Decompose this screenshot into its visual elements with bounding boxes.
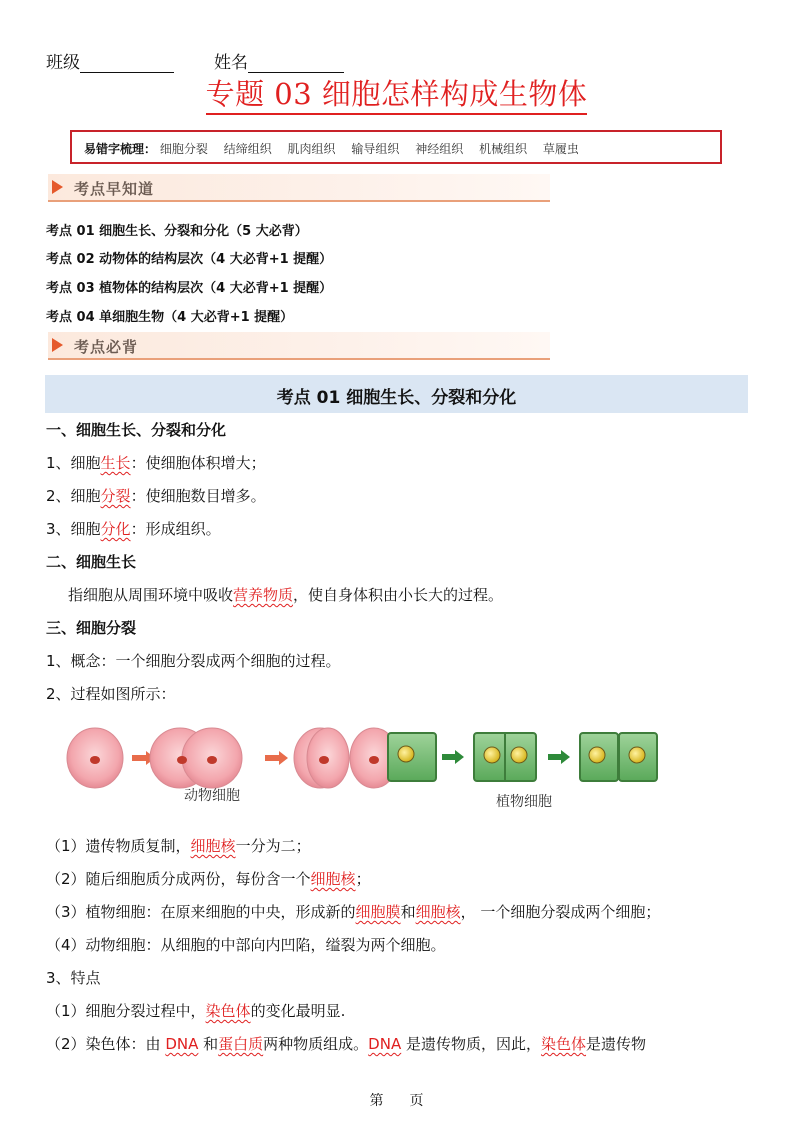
class-blank[interactable] xyxy=(80,56,174,73)
key-term: 细胞核 xyxy=(190,837,236,855)
class-field xyxy=(46,48,174,73)
feature-1: （1）细胞分裂过程中，染色体的变化最明显. xyxy=(46,1002,346,1020)
key-term: 细胞膜 xyxy=(355,903,401,921)
plant-cell-caption: 植物细胞 xyxy=(496,794,552,810)
footer-left: 第 xyxy=(369,1093,384,1109)
animal-cell-stage-1 xyxy=(67,728,123,788)
error-word: 机械组织 xyxy=(479,142,528,156)
key-term: 分化 xyxy=(100,520,131,538)
banner-overview-title: 考点早知道 xyxy=(74,180,155,198)
key-term: 染色体 xyxy=(541,1035,587,1053)
error-word: 结缔组织 xyxy=(223,142,272,156)
toc-item-03[interactable]: 考点 03 植物体的结构层次（4 大必背+1 提醒） xyxy=(46,281,333,296)
heading-2: 二、细胞生长 xyxy=(46,553,137,571)
banner-overview xyxy=(48,174,550,202)
arrow-right-icon xyxy=(442,750,464,764)
plant-cell-stage-1 xyxy=(388,733,436,781)
banner-must-know xyxy=(48,332,550,360)
animal-cell-caption: 动物细胞 xyxy=(184,788,240,804)
step-2: （2）随后细胞质分成两份，每份含一个细胞核； xyxy=(46,870,371,888)
feature-2: （2）染色体：由 DNA 和蛋白质两种物质组成。DNA 是遗传物质，因此，染色体是遗传物 xyxy=(46,1035,647,1053)
error-word: 肌肉组织 xyxy=(287,142,336,156)
key-term: 生长 xyxy=(100,454,131,472)
arrow-right-icon xyxy=(52,180,63,194)
point-differentiation: 3、细胞分化：形成组织。 xyxy=(46,520,221,538)
point-division: 2、细胞分裂：使细胞数目增多。 xyxy=(46,487,266,505)
heading-3: 三、细胞分裂 xyxy=(46,619,137,637)
class-label: 班级 xyxy=(46,53,80,73)
key-term: DNA xyxy=(368,1035,402,1053)
key-term: 蛋白质 xyxy=(218,1035,264,1053)
point-growth: 1、细胞生长：使细胞体积增大； xyxy=(46,454,266,472)
key-term: 细胞核 xyxy=(310,870,356,888)
page-title: 专题 03 细胞怎样构成生物体 xyxy=(0,72,793,113)
error-word: 草履虫 xyxy=(542,142,579,156)
footer-right: 页 xyxy=(409,1093,424,1109)
plant-cell-stage-2 xyxy=(474,733,536,781)
error-word: 输导组织 xyxy=(351,142,400,156)
arrow-right-icon xyxy=(52,338,63,352)
step-4: （4）动物细胞：从细胞的中部向内凹陷，缢裂为两个细胞。 xyxy=(46,936,446,954)
step-1: （1）遗传物质复制，细胞核一分为二； xyxy=(46,837,311,855)
key-term: 营养物质 xyxy=(233,586,294,604)
division-process-intro: 2、过程如图所示： xyxy=(46,685,176,703)
error-words-label: 易错字梳理： xyxy=(84,142,157,156)
arrow-right-icon xyxy=(548,750,570,764)
name-label: 姓名 xyxy=(214,53,248,73)
key-term: 染色体 xyxy=(205,1002,251,1020)
error-words-box xyxy=(70,130,722,164)
toc-item-04[interactable]: 考点 04 单细胞生物（4 大必背+1 提醒） xyxy=(46,310,294,325)
toc-item-01[interactable]: 考点 01 细胞生长、分裂和分化（5 大必背） xyxy=(46,224,308,239)
toc-item-02[interactable]: 考点 02 动物体的结构层次（4 大必背+1 提醒） xyxy=(46,252,333,267)
growth-definition: 指细胞从周围环境中吸收营养物质，使自身体积由小长大的过程。 xyxy=(68,586,504,604)
animal-cell-stage-3 xyxy=(294,728,398,788)
banner-must-know-title: 考点必背 xyxy=(74,338,139,356)
section-header xyxy=(45,375,748,413)
cell-division-figure xyxy=(62,720,662,820)
key-term: DNA xyxy=(165,1035,199,1053)
error-word: 神经组织 xyxy=(415,142,464,156)
features-heading: 3、特点 xyxy=(46,969,101,987)
name-field xyxy=(214,48,344,73)
step-3: （3）植物细胞：在原来细胞的中央，形成新的细胞膜和细胞核， 一个细胞分裂成两个细胞； xyxy=(46,903,661,921)
plant-cell-stage-3 xyxy=(580,733,657,781)
name-blank[interactable] xyxy=(248,56,344,73)
page-footer xyxy=(0,1090,793,1110)
animal-cell-stage-2 xyxy=(150,728,242,788)
error-word: 细胞分裂 xyxy=(159,142,208,156)
key-term: 细胞核 xyxy=(415,903,461,921)
heading-1: 一、细胞生长、分裂和分化 xyxy=(46,421,227,439)
section-title: 考点 01 细胞生长、分裂和分化 xyxy=(276,388,517,408)
key-term: 分裂 xyxy=(100,487,131,505)
arrow-right-icon xyxy=(265,751,288,765)
division-concept: 1、概念：一个细胞分裂成两个细胞的过程。 xyxy=(46,652,341,670)
